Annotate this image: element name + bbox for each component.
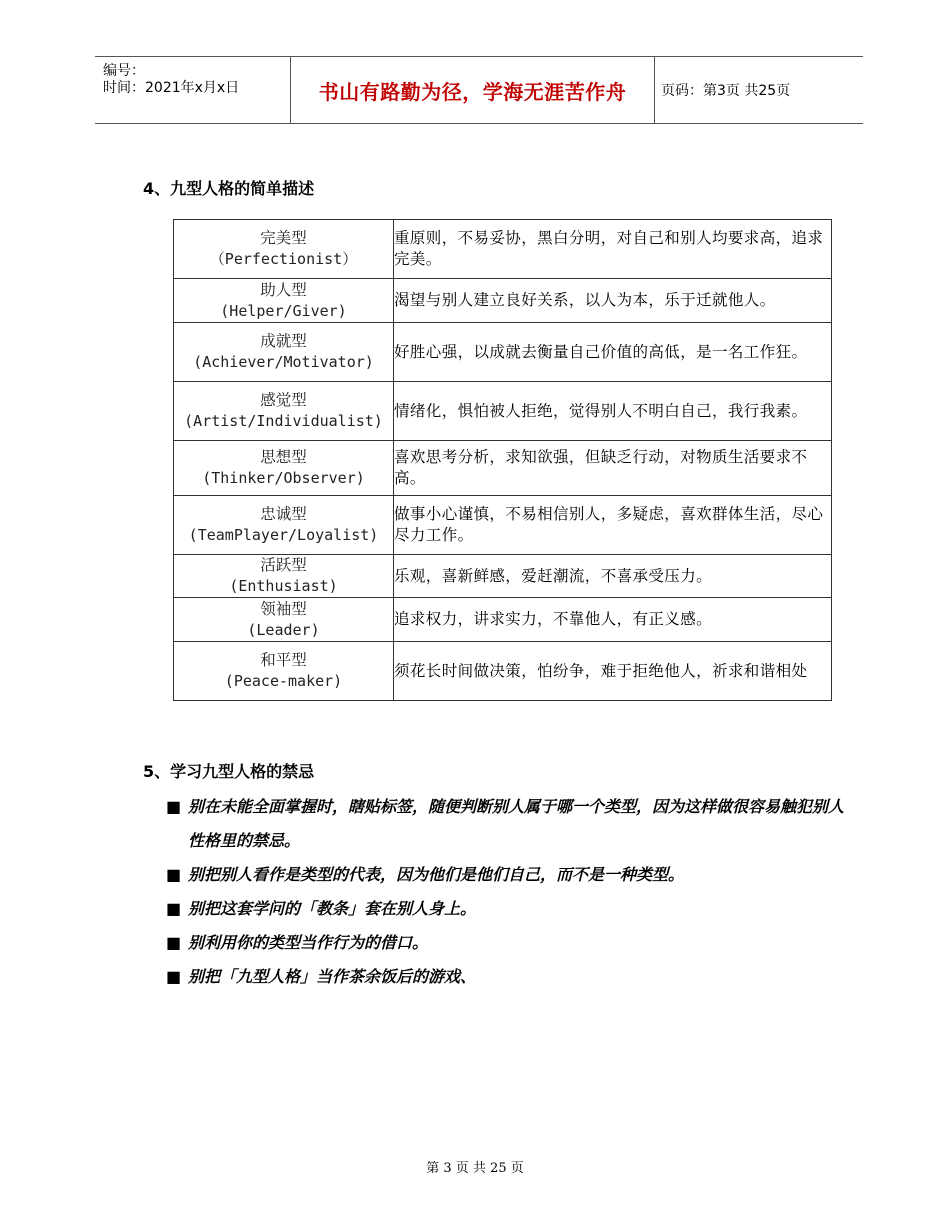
taboo-text: 别把「九型人格」当作茶余饭后的游戏、 — [188, 967, 477, 986]
type-name-cell — [174, 496, 394, 555]
type-english-name: (TeamPlayer/Loyalist) — [188, 526, 379, 544]
type-name-cell — [174, 323, 394, 382]
type-description: 好胜心强，以成就去衡量自己价值的高低，是一名工作狂。 — [394, 323, 832, 382]
table-row — [174, 323, 832, 382]
header-page-info: 页码：第3页 共25页 — [661, 83, 791, 99]
type-name: 活跃型 — [260, 556, 307, 574]
type-english-name: （Perfectionist） — [209, 250, 358, 268]
number-label: 编号： — [103, 63, 145, 79]
section-4-title: 4、九型人格的简单描述 — [143, 179, 315, 198]
type-name: 完美型 — [260, 229, 307, 247]
type-description: 重原则，不易妥协，黑白分明，对自己和别人均要求高，追求完美。 — [394, 220, 832, 279]
type-name: 成就型 — [260, 332, 307, 350]
type-english-name: (Achiever/Motivator) — [193, 353, 374, 371]
table-row — [174, 382, 832, 441]
type-name: 感觉型 — [260, 391, 307, 409]
type-description: 乐观，喜新鲜感，爱赶潮流，不喜承受压力。 — [394, 555, 832, 598]
personality-types-table — [173, 219, 832, 701]
table-row — [174, 220, 832, 279]
page-header — [95, 56, 863, 124]
type-name-cell — [174, 555, 394, 598]
square-bullet-icon: ■ — [166, 797, 182, 816]
type-name-cell — [174, 382, 394, 441]
type-description: 渴望与别人建立良好关系，以人为本，乐于迁就他人。 — [394, 279, 832, 323]
type-english-name: (Helper/Giver) — [220, 301, 347, 320]
type-english-name: (Artist/Individualist) — [184, 412, 383, 430]
page-footer: 第 3 页 共 25 页 — [426, 1161, 524, 1176]
type-english-name: (Peace-maker) — [224, 672, 343, 690]
list-item — [166, 960, 856, 994]
square-bullet-icon: ■ — [166, 865, 182, 884]
header-meta — [95, 57, 290, 123]
type-description: 喜欢思考分析，求知欲强，但缺乏行动，对物质生活要求不高。 — [394, 441, 832, 496]
type-name-cell — [174, 279, 394, 323]
square-bullet-icon: ■ — [166, 933, 182, 952]
type-name: 和平型 — [260, 651, 307, 669]
table-row — [174, 555, 832, 598]
type-description: 追求权力，讲求实力，不靠他人，有正义感。 — [394, 598, 832, 642]
taboo-text: 别把这套学问的「教条」套在别人身上。 — [188, 899, 477, 918]
type-name: 忠诚型 — [260, 505, 307, 523]
list-item — [166, 926, 856, 960]
type-description: 情绪化，惧怕被人拒绝，觉得别人不明白自己，我行我素。 — [394, 382, 832, 441]
type-name: 领袖型 — [260, 599, 307, 618]
list-item — [166, 790, 856, 858]
table-row — [174, 279, 832, 323]
table-row — [174, 598, 832, 642]
taboo-text: 别利用你的类型当作行为的借口。 — [188, 933, 429, 952]
list-item — [166, 892, 856, 926]
section-5-title: 5、学习九型人格的禁忌 — [143, 762, 315, 781]
type-name: 助人型 — [260, 280, 307, 299]
table-row — [174, 496, 832, 555]
type-description: 须花长时间做决策，怕纷争，难于拒绝他人，祈求和谐相处 — [394, 642, 832, 701]
square-bullet-icon: ■ — [166, 899, 182, 918]
taboo-list — [166, 790, 856, 994]
square-bullet-icon: ■ — [166, 967, 182, 986]
taboo-text: 别在未能全面掌握时，瞎贴标签，随便判断别人属于哪一个类型，因为这样做很容易触犯别人性格里的禁忌。 — [188, 797, 845, 850]
type-english-name: (Enthusiast) — [229, 577, 338, 595]
type-english-name: (Thinker/Observer) — [202, 469, 365, 487]
type-english-name: (Leader) — [247, 620, 320, 639]
table-row — [174, 642, 832, 701]
header-motto: 书山有路勤为径，学海无涯苦作舟 — [290, 57, 655, 123]
list-item — [166, 858, 856, 892]
type-name-cell — [174, 642, 394, 701]
type-description: 做事小心谨慎，不易相信别人，多疑虑，喜欢群体生活，尽心尽力工作。 — [394, 496, 832, 555]
time-label: 时间：2021年x月x日 — [103, 80, 240, 96]
type-name: 思想型 — [260, 448, 307, 466]
taboo-text: 别把别人看作是类型的代表，因为他们是他们自己，而不是一种类型。 — [188, 865, 685, 884]
type-name-cell — [174, 220, 394, 279]
type-name-cell — [174, 441, 394, 496]
type-name-cell — [174, 598, 394, 642]
table-row — [174, 441, 832, 496]
